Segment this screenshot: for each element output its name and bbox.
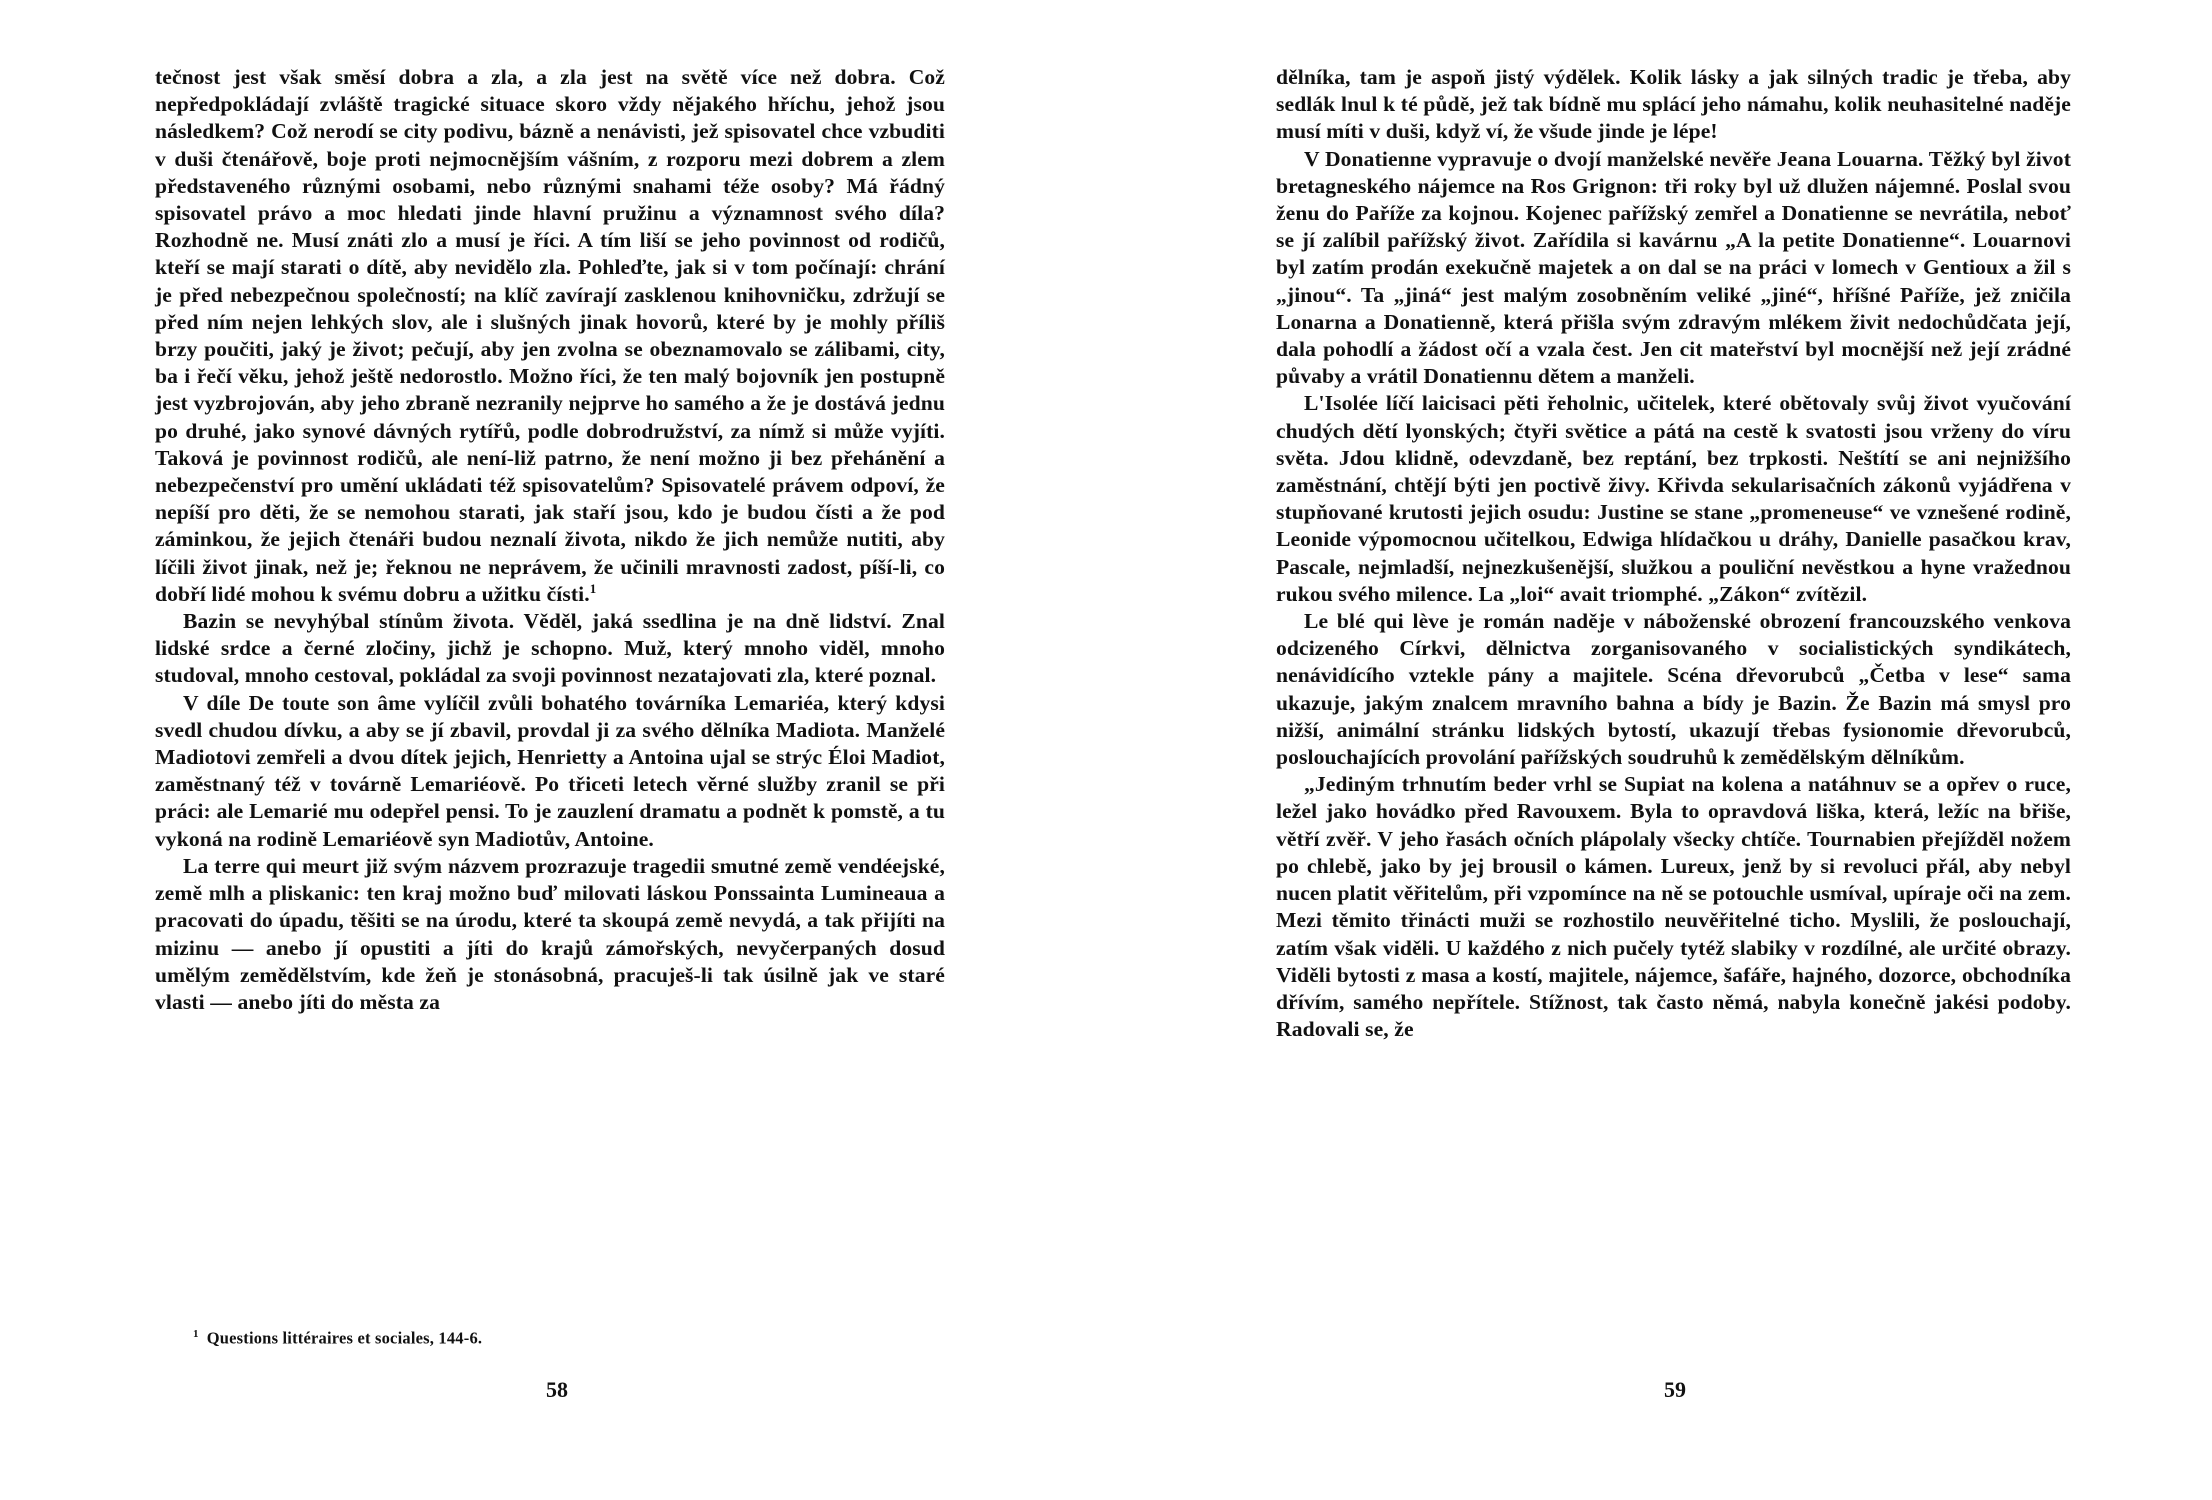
paragraph: tečnost jest však směsí dobra a zla, a zla jest na světě více než dobra. Což nepředpokládají zvláště tragické situace skoro vždy nějakého hříchu, jehož jsou následkem? Což nerodí se city podivu, bázně a nenávisti, jež spisovatel chce vzbuditi v duši čtenářově, boje proti nejmocnějším vášním, z rozporu mezi dobrem a zlem představeného různými osobami, nebo různými snahami téže osoby? Má řádný spisovatel právo a moc hledati jinde hlavní pružinu a významnost svého díla? Rozhodně ne. Musí znáti zlo a musí je říci. A tím liší se jeho povinnost od rodičů, kteří se mají starati o dítě, aby nevidělo zla. Pohleďte, jak si v tom počínají: chrání je před nebezpečnou společností; na klíč zavírají zasklenou knihovničku, zdržují se před ním nejen lehkých slov, ale i slušných jinak hovorů, které by je mohly příliš brzy poučiti, jaký je život; pečují, aby jen zvolna se obeznamovalo se zálibami, city, ba i řečí věku, jehož ještě nedorostlo. Možno říci, že ten malý bojovník jen postupně jest vyzbrojován, aby jeho zbraně nezranily nejprve ho samého a že je dostává jednu po druhé, jako synové dávných rytířů, podle dobrodružství, za nímž si může vyjíti. Taková je povinnost rodičů, ale není-liž patrno, že není možno ji bez přehánění a nebezpečenství pro umění ukládati též spisovatelům? Spisovatelé právem odpoví, že nepíší pro děti, že se nemohou starati, jak staří jsou, kdo je budou čísti a že pod záminkou, že jejich čtenáři budou neznalí života, nikdo že jich nemůže nutiti, aby líčili život jinak, než je; řeknou ne neprávem, že učinili mravnosti zadost, píší-li, co dobří lidé mohou k svému dobru a užitku čísti.$^1$ [155, 65, 945, 606]
footnote-number: 1 [193, 1328, 199, 1340]
footnote-text: Questions littéraires et sociales, 144-6. [206, 1328, 483, 1348]
left-page-text [155, 64, 945, 1016]
paragraph: Bazin se nevyhýbal stínům života. Věděl, jaká ssedlina je na dně lidství. Znal lidské srdce a černé zločiny, jichž je schopno. Muž, který mnoho viděl, mnoho studoval, mnoho cestoval, pokládal za svoji povinnost nezatajovati zla, které poznal. [155, 609, 945, 688]
paragraph: „Jediným trhnutím beder vrhl se Supiat na kolena a natáhnuv se a opřev o ruce, ležel jako hovádko před Ravouxem. Byla to opravdová liška, která, ležíc na břiše, větří zvěř. V jeho řasách očních plápolaly všecky chtíče. Tournabien přejížděl nožem po chlebě, jako by jej brousil o kámen. Lureux, jenž by si revoluci přál, aby nebyl nucen platit věřitelům, při vzpomínce na ně se potouchle usmíval, upíraje oči na zem. Mezi těmito třinácti muži se rozhostilo neuvěřitelné ticho. Myslili, že poslouchají, zatím však viděli. U každého z nich pučely tytéž slabiky v rozdílné, ale určité obrazy. Viděli bytosti z masa a kostí, majitele, nájemce, šafáře, hajného, dozorce, obchodníka dřívím, samého nepřítele. Stížnost, tak často němá, nabyla konečně jakési podoby. Radovali se, že [1276, 772, 2071, 1042]
paragraph: La terre qui meurt již svým názvem prozrazuje tragedii smutné země vendéejské, země mlh a pliskanic: ten kraj možno buď milovati láskou Ponssainta Lumineaua a pracovati do úpadu, těšiti se na úrodu, které ta skoupá země nevydá, a tak přijíti na mizinu — anebo jí opustiti a jíti do krajů zámořských, nevyčerpaných dosud umělým zemědělstvím, kde žeň je stonásobná, pracuješ-li tak úsilně jak ve staré vlasti — anebo jíti do města za [155, 853, 945, 1014]
right-page [1106, 0, 2212, 1500]
page-number-right: 59 [1664, 1377, 1686, 1402]
paragraph: L'Isolée líčí laicisaci pěti řeholnic, učitelek, které obětovaly svůj život vyučování chudých dětí lyonských; čtyři světice a pátá na cestě k svatosti jsou vrženy do víru světa. Jdou klidně, odevzdaně, bez reptání, bez trpkosti. Neštítí se ani nejnižšího zaměstnání, chtějí býti jen poctivě živy. Křivda sekularisačních zákonů vyjádřena v stupňované krutosti jejich osudu: Justine se stane „promeneuse“ ve vznešené rodině, Leonide výpomocnou učitelkou, Edwiga hlídačkou u dráhy, Danielle pasačkou krav, Pascale, nejmladší, nejnezkušenější, služkou a pouliční nevěstkou a hyne vražednou rukou svého milence. La „loi“ avait triomphé. „Zákon“ zvítězil. [1276, 391, 2071, 606]
page-number-left: 58 [546, 1377, 568, 1402]
footnote-marker: 1 [589, 580, 597, 596]
footnote [193, 1328, 482, 1349]
paragraph: Le blé qui lève je román naděje v náboženské obrození francouzského venkova odcizeného Církvi, dělnictva zorganisovaného v socialistických syndikátech, nenávidícího vztekle pány a majitele. Scéna dřevorubců „Četba v lese“ sama ukazuje, jakým znalcem mravního bahna a bídy je Bazin. Že Bazin má smysl pro nižší, animální stránku lidských bytostí, ukazují třebas fysionomie dřevorubců, poslouchajících provolání pařížských soudruhů k zemědělským dělníkům. [1276, 609, 2071, 770]
paragraph: V díle De toute son âme vylíčil zvůli bohatého továrníka Lemariéa, který kdysi svedl chudou dívku, a aby se jí zbavil, provdal ji za svého dělníka Madiota. Manželé Madiotovi zemřeli a dvou dítek jejich, Henrietty a Antoina ujal se strýc Éloi Madiot, zaměstnaný též v továrně Lemariéově. Po třiceti letech věrné služby zranil se při práci: ale Lemarié mu odepřel pensi. To je zauzlení dramatu a podnět k pomstě, a tu vykoná na rodině Lemariéově syn Madiotův, Antoine. [155, 690, 945, 851]
paragraph: dělníka, tam je aspoň jistý výdělek. Kolik lásky a jak silných tradic je třeba, aby sedlák lnul k té půdě, jež tak bídně mu splácí jeho námahu, kolik neuhasitelné naděje musí míti v duši, když ví, že všude jinde je lépe! [1276, 65, 2071, 144]
paragraph: V Donatienne vypravuje o dvojí manželské nevěře Jeana Louarna. Těžký byl život bretagneského nájemce na Ros Grignon: tři roky byl už dlužen nájemné. Poslal svou ženu do Paříže za kojnou. Kojenec pařížský zemřel a Donatienne se nevrátila, neboť se jí zalíbil pařížský život. Zařídila si kavárnu „A la petite Donatienne“. Louarnovi byl zatím prodán exekučně majetek a on dal se na práci v lomech v Gentioux a žil s „jinou“. Ta „jiná“ jest malým zosobněním veliké „jiné“, hříšné Paříže, jež zničila Lonarna a Donatienně, která přišla svým zdravým mlékem živit nedochůdčata její, dala pohodlí a žádost očí a vzala čest. Jen cit mateřství byl mocnější než její zrádné půvaby a vrátil Donatiennu dětem a manželi. [1276, 146, 2071, 389]
right-page-text [1276, 64, 2071, 1043]
